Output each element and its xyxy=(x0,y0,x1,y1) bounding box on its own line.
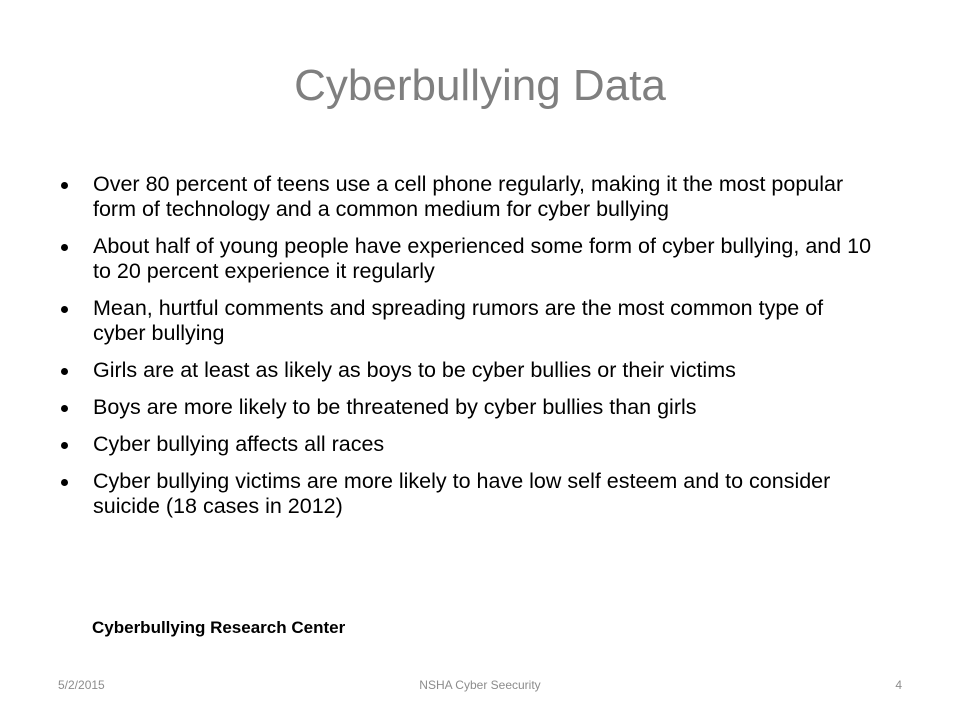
bullet-text: Mean, hurtful comments and spreading rumors are the most common type of cyber bullying xyxy=(93,296,824,345)
bullet-dot-icon xyxy=(61,244,68,251)
bullet-dot-icon xyxy=(61,479,68,486)
bullet-item xyxy=(58,296,878,346)
bullet-text: Cyber bullying affects all races xyxy=(93,432,385,456)
bullet-item xyxy=(58,358,878,383)
bullet-text: Boys are more likely to be threatened by cyber bullies than girls xyxy=(93,395,697,419)
bullet-list xyxy=(58,172,878,531)
source-citation: Cyberbullying Research Center xyxy=(92,618,346,637)
bullet-dot-icon xyxy=(61,405,68,412)
bullet-text: Cyber bullying victims are more likely to have low self esteem and to consider suicide (18 cases in 2012) xyxy=(93,469,831,518)
bullet-text: About half of young people have experienced some form of cyber bullying, and 10 to 20 percent experience it regularly xyxy=(93,234,872,283)
bullet-item xyxy=(58,469,878,519)
bullet-dot-icon xyxy=(61,442,68,449)
bullet-text: Over 80 percent of teens use a cell phone regularly, making it the most popular form of technology and a common medium for cyber bullying xyxy=(93,172,844,221)
bullet-item xyxy=(58,234,878,284)
bullet-dot-icon xyxy=(61,306,68,313)
bullet-item xyxy=(58,172,878,222)
footer-page-number: 4 xyxy=(895,678,902,692)
bullet-text: Girls are at least as likely as boys to be cyber bullies or their victims xyxy=(93,358,736,382)
footer-date: 5/2/2015 xyxy=(58,678,105,692)
bullet-dot-icon xyxy=(61,182,68,189)
bullet-item xyxy=(58,432,878,457)
bullet-dot-icon xyxy=(61,368,68,375)
footer-title: NSHA Cyber Seecurity xyxy=(419,678,541,692)
bullet-item xyxy=(58,395,878,420)
slide-title: Cyberbullying Data xyxy=(294,61,666,110)
